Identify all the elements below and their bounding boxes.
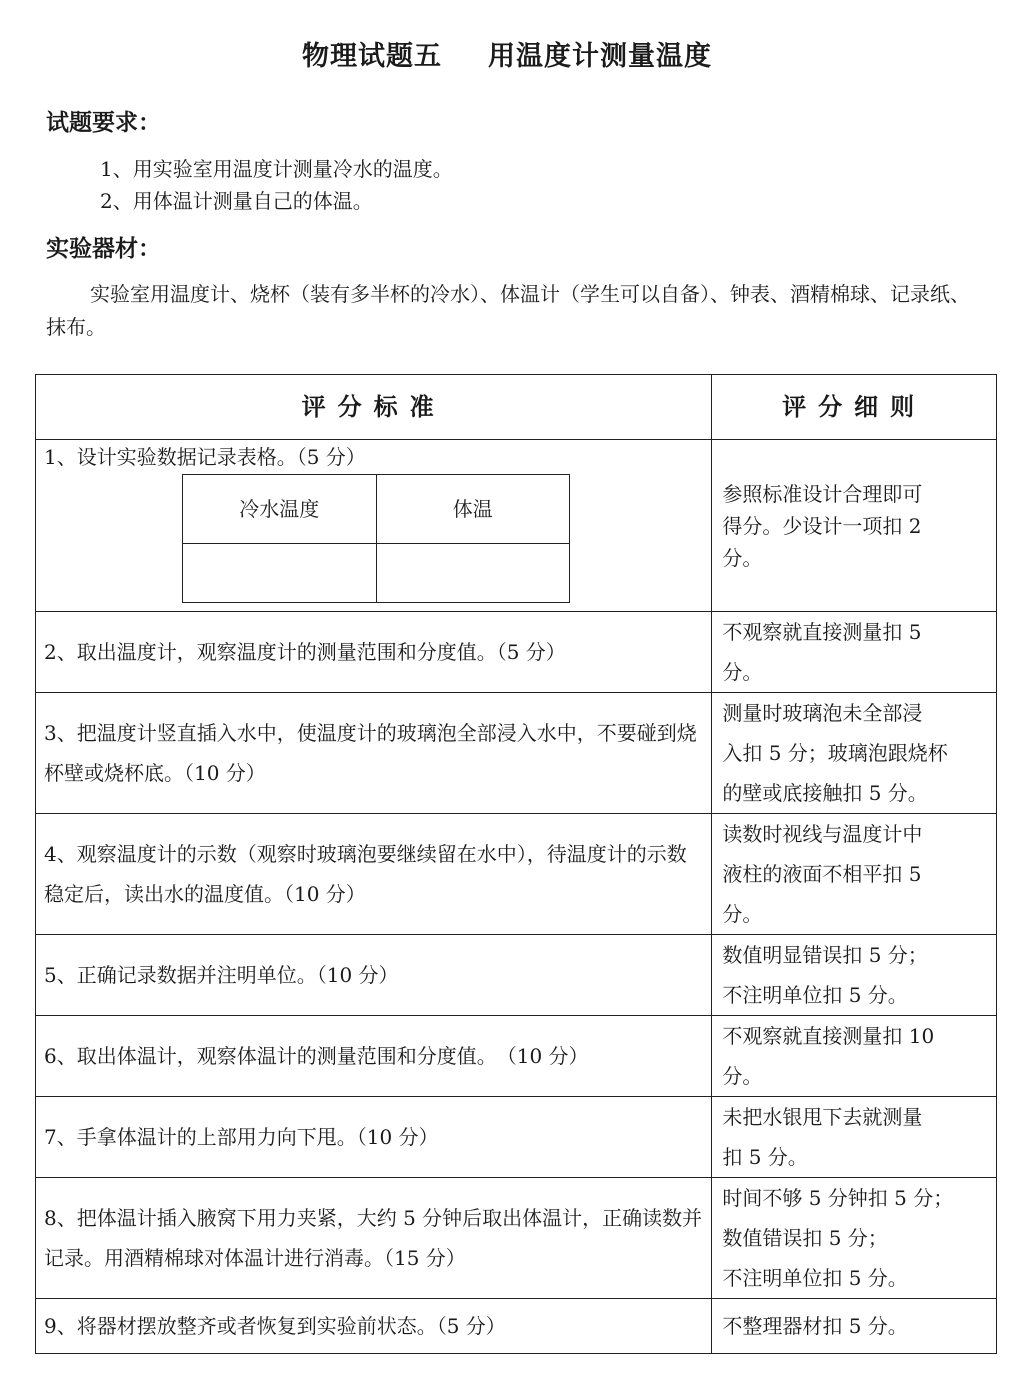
detail-line: 不注明单位扣 5 分。	[722, 983, 908, 1007]
detail-cell	[712, 1178, 997, 1299]
record-header-body-temp: 体温	[376, 475, 570, 544]
materials-text: 实验室用温度计、烧杯（装有多半杯的冷水）、体温计（学生可以自备）、钟表、酒精棉球、记录纸、抹布。	[46, 282, 970, 339]
detail-line: 入扣 5 分；玻璃泡跟烧杯	[722, 741, 948, 765]
requirement-item: 2、用体温计测量自己的体温。	[100, 189, 373, 213]
detail-line: 参照标准设计合理即可	[722, 481, 923, 506]
criterion-text: 1、设计实验数据记录表格。（5 分）	[44, 445, 366, 469]
criterion-cell: 5、正确记录数据并注明单位。（10 分）	[36, 935, 712, 1016]
detail-cell	[712, 935, 997, 1016]
detail-line: 数值明显错误扣 5 分；	[722, 943, 928, 967]
detail-line: 不注明单位扣 5 分。	[722, 1266, 908, 1290]
criterion-cell: 8、把体温计插入腋窝下用力夹紧，大约 5 分钟后取出体温计，正确读数并记录。用酒精棉球对体温计进行消毒。（15 分）	[36, 1178, 712, 1299]
criterion-cell: 2、取出温度计，观察温度计的测量范围和分度值。（5 分）	[36, 612, 712, 693]
table-row	[36, 935, 997, 1016]
criterion-cell: 7、手拿体温计的上部用力向下甩。（10 分）	[36, 1097, 712, 1178]
detail-line: 不观察就直接测量扣 5	[722, 620, 922, 644]
table-row	[36, 814, 997, 935]
detail-line: 未把水银甩下去就测量	[722, 1105, 923, 1129]
scoring-table	[35, 374, 997, 1354]
record-header-cold-water: 冷水温度	[183, 475, 377, 544]
criterion-cell: 9、将器材摆放整齐或者恢复到实验前状态。（5 分）	[36, 1299, 712, 1354]
page-title	[0, 34, 1014, 73]
table-row	[36, 612, 997, 693]
detail-line: 数值错误扣 5 分；	[722, 1226, 888, 1250]
detail-line: 分。	[722, 545, 763, 570]
detail-line: 的壁或底接触扣 5 分。	[722, 781, 928, 805]
detail-cell	[712, 440, 997, 612]
detail-line: 不整理器材扣 5 分。	[722, 1314, 908, 1338]
detail-line: 分。	[722, 902, 763, 926]
table-header-row	[36, 375, 997, 440]
detail-line: 液柱的液面不相平扣 5	[722, 862, 922, 886]
detail-line: 得分。少设计一项扣 2	[722, 513, 922, 538]
table-row	[36, 440, 997, 612]
record-cell-empty	[376, 544, 570, 603]
title-topic: 用温度计测量温度	[488, 41, 712, 72]
detail-cell	[712, 1016, 997, 1097]
header-criteria: 评分标准	[36, 375, 712, 440]
detail-cell	[712, 1299, 997, 1354]
title-subject: 物理试题五	[302, 41, 442, 72]
table-row	[36, 693, 997, 814]
requirements-heading: 试题要求：	[46, 110, 161, 136]
table-row	[36, 1016, 997, 1097]
detail-line: 扣 5 分。	[722, 1145, 808, 1169]
detail-cell	[712, 1097, 997, 1178]
detail-line: 读数时视线与温度计中	[722, 822, 923, 846]
table-row	[36, 1178, 997, 1299]
criterion-cell: 4、观察温度计的示数（观察时玻璃泡要继续留在水中），待温度计的示数稳定后，读出水的温度值。（10 分）	[36, 814, 712, 935]
requirement-item: 1、用实验室用温度计测量冷水的温度。	[100, 157, 453, 181]
criterion-cell: 3、把温度计竖直插入水中，使温度计的玻璃泡全部浸入水中，不要碰到烧杯壁或烧杯底。（10 分）	[36, 693, 712, 814]
table-row	[36, 1097, 997, 1178]
criterion-cell: 6、取出体温计，观察体温计的测量范围和分度值。 （10 分）	[36, 1016, 712, 1097]
detail-line: 测量时玻璃泡未全部浸	[722, 701, 923, 725]
record-cell-empty	[183, 544, 377, 603]
detail-cell	[712, 693, 997, 814]
table-row	[36, 1299, 997, 1354]
detail-cell	[712, 612, 997, 693]
detail-line: 分。	[722, 660, 763, 684]
materials-heading: 实验器材：	[46, 236, 161, 262]
detail-cell	[712, 814, 997, 935]
header-details: 评分细则	[712, 375, 997, 440]
detail-line: 时间不够 5 分钟扣 5 分；	[722, 1186, 954, 1210]
criterion-cell	[36, 440, 712, 612]
record-table	[182, 474, 570, 603]
detail-line: 不观察就直接测量扣 10	[722, 1024, 935, 1048]
detail-line: 分。	[722, 1064, 763, 1088]
